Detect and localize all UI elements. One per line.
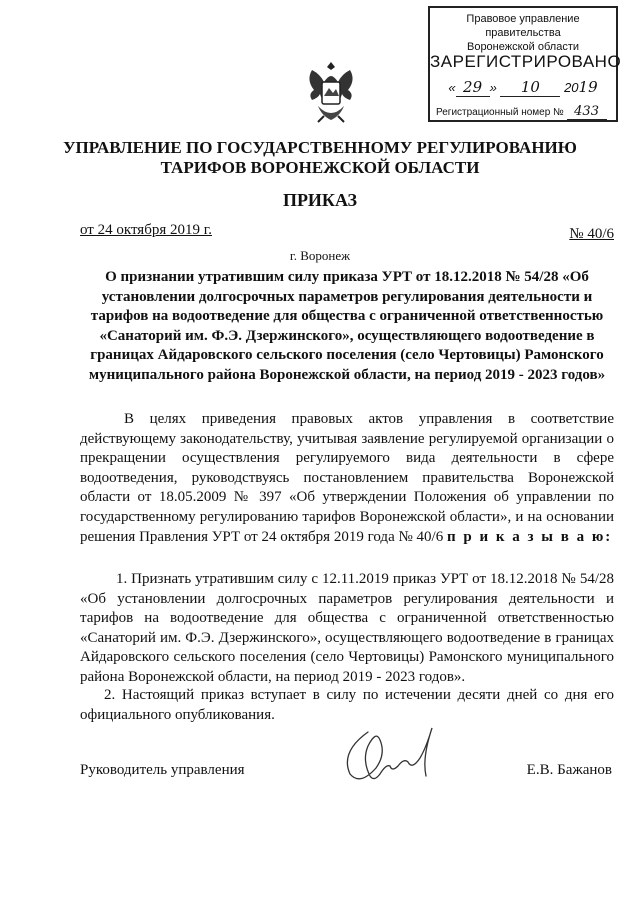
order-item-1: 1. Признать утратившим силу с 12.11.2019 приказ УРТ от 18.12.2018 № 54/28 «Об установлении долгосрочных параметров регулирования деятельности и тарифов на водоотведение для общества с ограниченной ответственностью «Санаторий им. Ф.Э. Дзержинского», осуществляющего водоотведение в границах Айдаровского сельского поселения (село Чертовицы) Рамонского муниципального района Воронежской области, на период 2019 - 2023 годов».	[80, 571, 614, 685]
stamp-registration-number: Регистрационный номер № 433	[436, 104, 610, 120]
stamp-registered-label: ЗАРЕГИСТРИРОВАНО	[430, 52, 622, 71]
coat-of-arms-icon	[304, 60, 358, 124]
order-subject: О признании утратившим силу приказа УРТ от 18.12.2018 № 54/28 «Об установлении долгосрочных параметров регулирования деятельности и тарифов на водоотведение для общества с ограниченной ответственностью «Санаторий им. Ф.Э. Дзержинского», осуществляющего водоотведение в границах Айдаровского сельского поселения (село Чертовицы) Рамонского муниципального района Воронежской области, на период 2019 - 2023 годов»	[88, 269, 606, 383]
order-city: г. Воронеж	[289, 248, 351, 263]
stamp-date: « 29 » 10 2019	[448, 78, 598, 96]
preamble-paragraph: В целях приведения правовых актов управления в соответствие действующему законодательству, учитывая заявление регулируемой организации о прекращении осуществления регулируемого вида деятельности в сфере водоотведения, руководствуясь постановлением правительства Воронежской области от 18.05.2009 № 397 «Об утверждении Положения об управлении по государственному регулированию тарифов Воронежской области», и на основании решения Правления УРТ от 24 октября 2019 года № 40/6 п р и к а з ы в а ю:	[80, 411, 614, 545]
handwritten-signature	[338, 722, 448, 792]
order-number: № 40/6	[569, 226, 614, 242]
issuing-authority: УПРАВЛЕНИЕ ПО ГОСУДАРСТВЕННОМУ РЕГУЛИРОВАНИЮ ТАРИФОВ ВОРОНЕЖСКОЙ ОБЛАСТИ	[63, 138, 577, 177]
signatory-name: Е.В. Бажанов	[526, 762, 612, 778]
registration-stamp	[428, 6, 622, 122]
order-item-2: 2. Настоящий приказ вступает в силу по истечении десяти дней со дня его официального опубликования.	[80, 687, 614, 723]
document-type: ПРИКАЗ	[282, 190, 358, 210]
order-word: п р и к а з ы в а ю:	[446, 528, 613, 545]
stamp-organization: Правовое управление правительства Воронежской области	[466, 13, 580, 53]
signatory-role: Руководитель управления	[80, 762, 245, 778]
order-date: от 24 октября 2019 г.	[80, 222, 212, 238]
